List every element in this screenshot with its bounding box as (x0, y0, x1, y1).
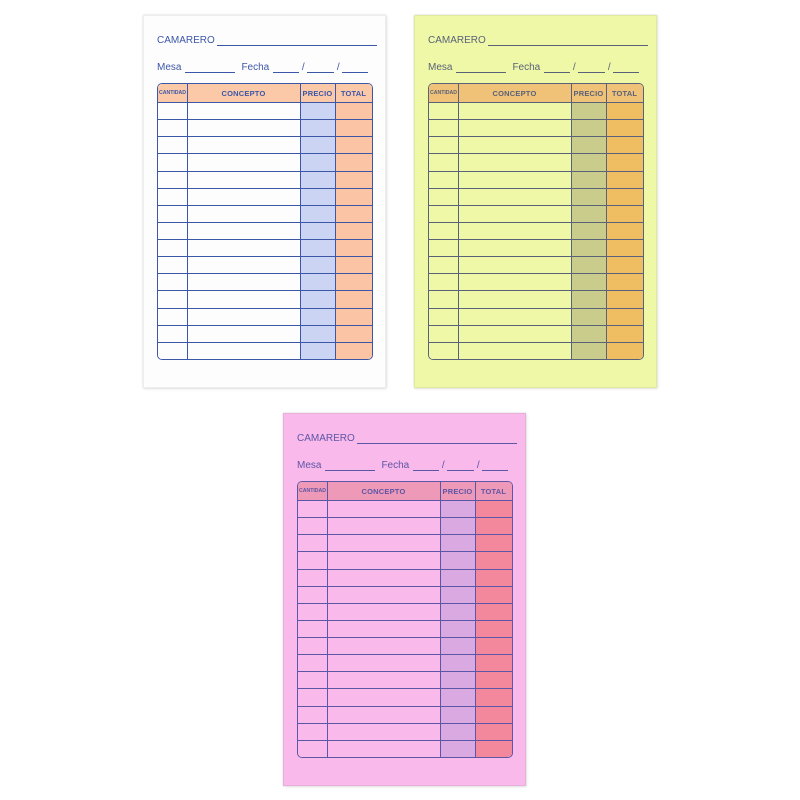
table-row-line (298, 740, 512, 741)
date-year-blank (342, 72, 368, 73)
table-row-line (158, 239, 372, 240)
table-row-line (158, 205, 372, 206)
table-row-line (298, 603, 512, 604)
table-row-line (298, 688, 512, 689)
table-row-line (429, 171, 643, 172)
date-separator: / (607, 62, 611, 73)
order-table (157, 83, 373, 360)
table-row-line (429, 136, 643, 137)
table-row-line (298, 637, 512, 638)
waiter-label: CAMARERO (157, 35, 215, 46)
column-header-quantity: CANTIDAD (158, 84, 187, 102)
date-day-blank (273, 72, 299, 73)
table-row-line (158, 325, 372, 326)
table-row-line (429, 308, 643, 309)
waiter-line (157, 35, 377, 47)
date-month-blank (447, 470, 474, 471)
table-label: Mesa (297, 460, 322, 471)
table-row-line (298, 500, 512, 501)
column-header-quantity: CANTIDAD (298, 482, 327, 500)
waiter-label: CAMARERO (297, 433, 355, 444)
waiter-blank (488, 45, 648, 46)
table-row-line (158, 171, 372, 172)
column-header-total: TOTAL (335, 84, 372, 102)
table-row-line (158, 153, 372, 154)
table-row-line (429, 342, 643, 343)
date-day-blank (544, 72, 570, 73)
table-row-line (298, 654, 512, 655)
table-row-line (298, 534, 512, 535)
table-row-line (158, 308, 372, 309)
order-pad-white (143, 15, 386, 388)
table-row-line (158, 119, 372, 120)
date-label: Fecha (512, 62, 541, 73)
table-row-line (158, 273, 372, 274)
date-label: Fecha (241, 62, 270, 73)
table-date-line (297, 460, 508, 472)
table-row-line (429, 119, 643, 120)
table-row-line (429, 205, 643, 206)
date-year-blank (613, 72, 639, 73)
date-month-blank (578, 72, 605, 73)
column-header-total: TOTAL (606, 84, 643, 102)
column-header-price: PRECIO (571, 84, 606, 102)
table-row-line (158, 188, 372, 189)
waiter-blank (357, 443, 517, 444)
table-blank (456, 72, 506, 73)
table-row-line (158, 136, 372, 137)
order-pad-yellow (414, 15, 657, 388)
table-blank (325, 470, 375, 471)
table-row-line (429, 256, 643, 257)
waiter-label: CAMARERO (428, 35, 486, 46)
table-date-line (428, 62, 639, 74)
table-row-line (429, 222, 643, 223)
table-row-line (298, 586, 512, 587)
table-row-line (429, 239, 643, 240)
table-row-line (298, 620, 512, 621)
order-table (428, 83, 644, 360)
table-row-line (298, 551, 512, 552)
table-row-line (158, 102, 372, 103)
column-header-quantity: CANTIDAD (429, 84, 458, 102)
table-label: Mesa (157, 62, 182, 73)
table-row-line (158, 256, 372, 257)
date-day-blank (413, 470, 439, 471)
date-separator: / (301, 62, 305, 73)
column-header-total: TOTAL (475, 482, 512, 500)
table-row-line (298, 517, 512, 518)
table-label: Mesa (428, 62, 453, 73)
column-header-concept: CONCEPTO (327, 482, 440, 500)
date-separator: / (476, 460, 480, 471)
table-row-line (429, 102, 643, 103)
waiter-blank (217, 45, 377, 46)
table-row-line (158, 290, 372, 291)
column-header-concept: CONCEPTO (458, 84, 571, 102)
date-year-blank (482, 470, 508, 471)
date-month-blank (307, 72, 334, 73)
column-header-price: PRECIO (300, 84, 335, 102)
table-row-line (429, 273, 643, 274)
table-row-line (298, 706, 512, 707)
table-row-line (429, 290, 643, 291)
table-row-line (298, 569, 512, 570)
date-separator: / (572, 62, 576, 73)
table-row-line (429, 325, 643, 326)
table-row-line (298, 671, 512, 672)
column-header-price: PRECIO (440, 482, 475, 500)
table-date-line (157, 62, 368, 74)
date-label: Fecha (381, 460, 410, 471)
waiter-line (428, 35, 648, 47)
column-header-concept: CONCEPTO (187, 84, 300, 102)
table-row-line (429, 188, 643, 189)
table-row-line (158, 342, 372, 343)
date-separator: / (336, 62, 340, 73)
table-row-line (158, 222, 372, 223)
table-blank (185, 72, 235, 73)
waiter-line (297, 433, 517, 445)
order-table (297, 481, 513, 758)
table-row-line (429, 153, 643, 154)
date-separator: / (441, 460, 445, 471)
table-row-line (298, 723, 512, 724)
order-pad-pink (283, 413, 526, 786)
